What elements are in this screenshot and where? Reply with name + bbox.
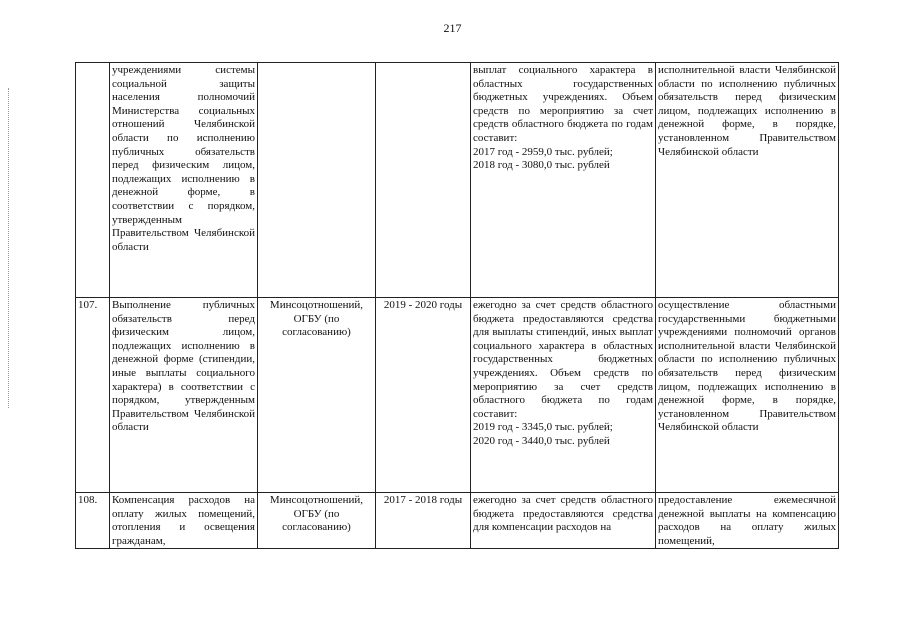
period-cell [376, 63, 471, 298]
table-row [76, 298, 839, 493]
financing-year-line: 2020 год - 3440,0 тыс. рублей [473, 434, 610, 447]
activity-cell: Компенсация расходов на оплату жилых помещений, отопления и освещения гражданам, [110, 493, 258, 549]
financing-year-line: 2019 год - 3345,0 тыс. рублей; [473, 421, 613, 434]
row-number-cell [76, 63, 110, 298]
result-cell: исполнительной власти Челябинской области по исполнению публичных обязательств перед физическим лицом, подлежащих исполнению в денежной форме, в порядке, установленном Правительством Челябинской области [656, 63, 839, 298]
activity-cell: учреждениями системы социальной защиты населения полномочий Министерства социальных отношений Челябинской области по исполнению публичных обязательств перед физическим лицом, подлежащих исполнению в денежной форме, в соответствии с порядком, утвержденным Правительством Челябинской области [110, 63, 258, 298]
table-row [76, 493, 839, 549]
financing-cell [471, 298, 656, 493]
table-row [76, 63, 839, 298]
financing-cell [471, 63, 656, 298]
financing-text: ежегодно за счет средств областного бюджета предоставляются средства для выплаты стипендий, иных выплат социального характера в областных государственных бюджетных учреждениях. Объем средств по мероприятию за счет средств областного бюджета по годам составит: [473, 299, 653, 420]
executor-cell [258, 63, 376, 298]
binding-margin-line [8, 88, 9, 408]
row-number-cell: 108. [76, 493, 110, 549]
financing-cell [471, 493, 656, 549]
activity-cell: Выполнение публичных обязательств перед физическим лицом, подлежащих исполнению в денежной форме (стипендии, иные выплаты социального характера) в соответствии с порядком, утвержденным Правительством Челябинской области [110, 298, 258, 493]
measures-table [75, 62, 839, 549]
financing-year-line: 2018 год - 3080,0 тыс. рублей [473, 159, 610, 172]
result-cell: предоставление ежемесячной денежной выплаты на компенсацию расходов на оплату жилых помещений, [656, 493, 839, 549]
financing-year-line: 2017 год - 2959,0 тыс. рублей; [473, 145, 613, 158]
page-number: 217 [443, 21, 462, 35]
executor-cell: Минсоцотношений, ОГБУ (по согласованию) [258, 493, 376, 549]
row-number-cell: 107. [76, 298, 110, 493]
financing-text: выплат социального характера в областных государственных бюджетных учреждениях. Объем средств по мероприятию за счет средств областного бюджета по годам составит: [473, 64, 653, 144]
period-cell: 2019 - 2020 годы [376, 298, 471, 493]
financing-text: ежегодно за счет средств областного бюджета предоставляются средства для компенсации расходов на [473, 494, 653, 534]
period-cell: 2017 - 2018 годы [376, 493, 471, 549]
executor-cell: Минсоцотношений, ОГБУ (по согласованию) [258, 298, 376, 493]
result-cell: осуществление областными государственными бюджетными учреждениями полномочий органов исполнительной власти Челябинской области по исполнению публичных обязательств перед физическим лицом, подлежащих исполнению в денежной форме, в порядке, установленном Правительством Челябинской области [656, 298, 839, 493]
